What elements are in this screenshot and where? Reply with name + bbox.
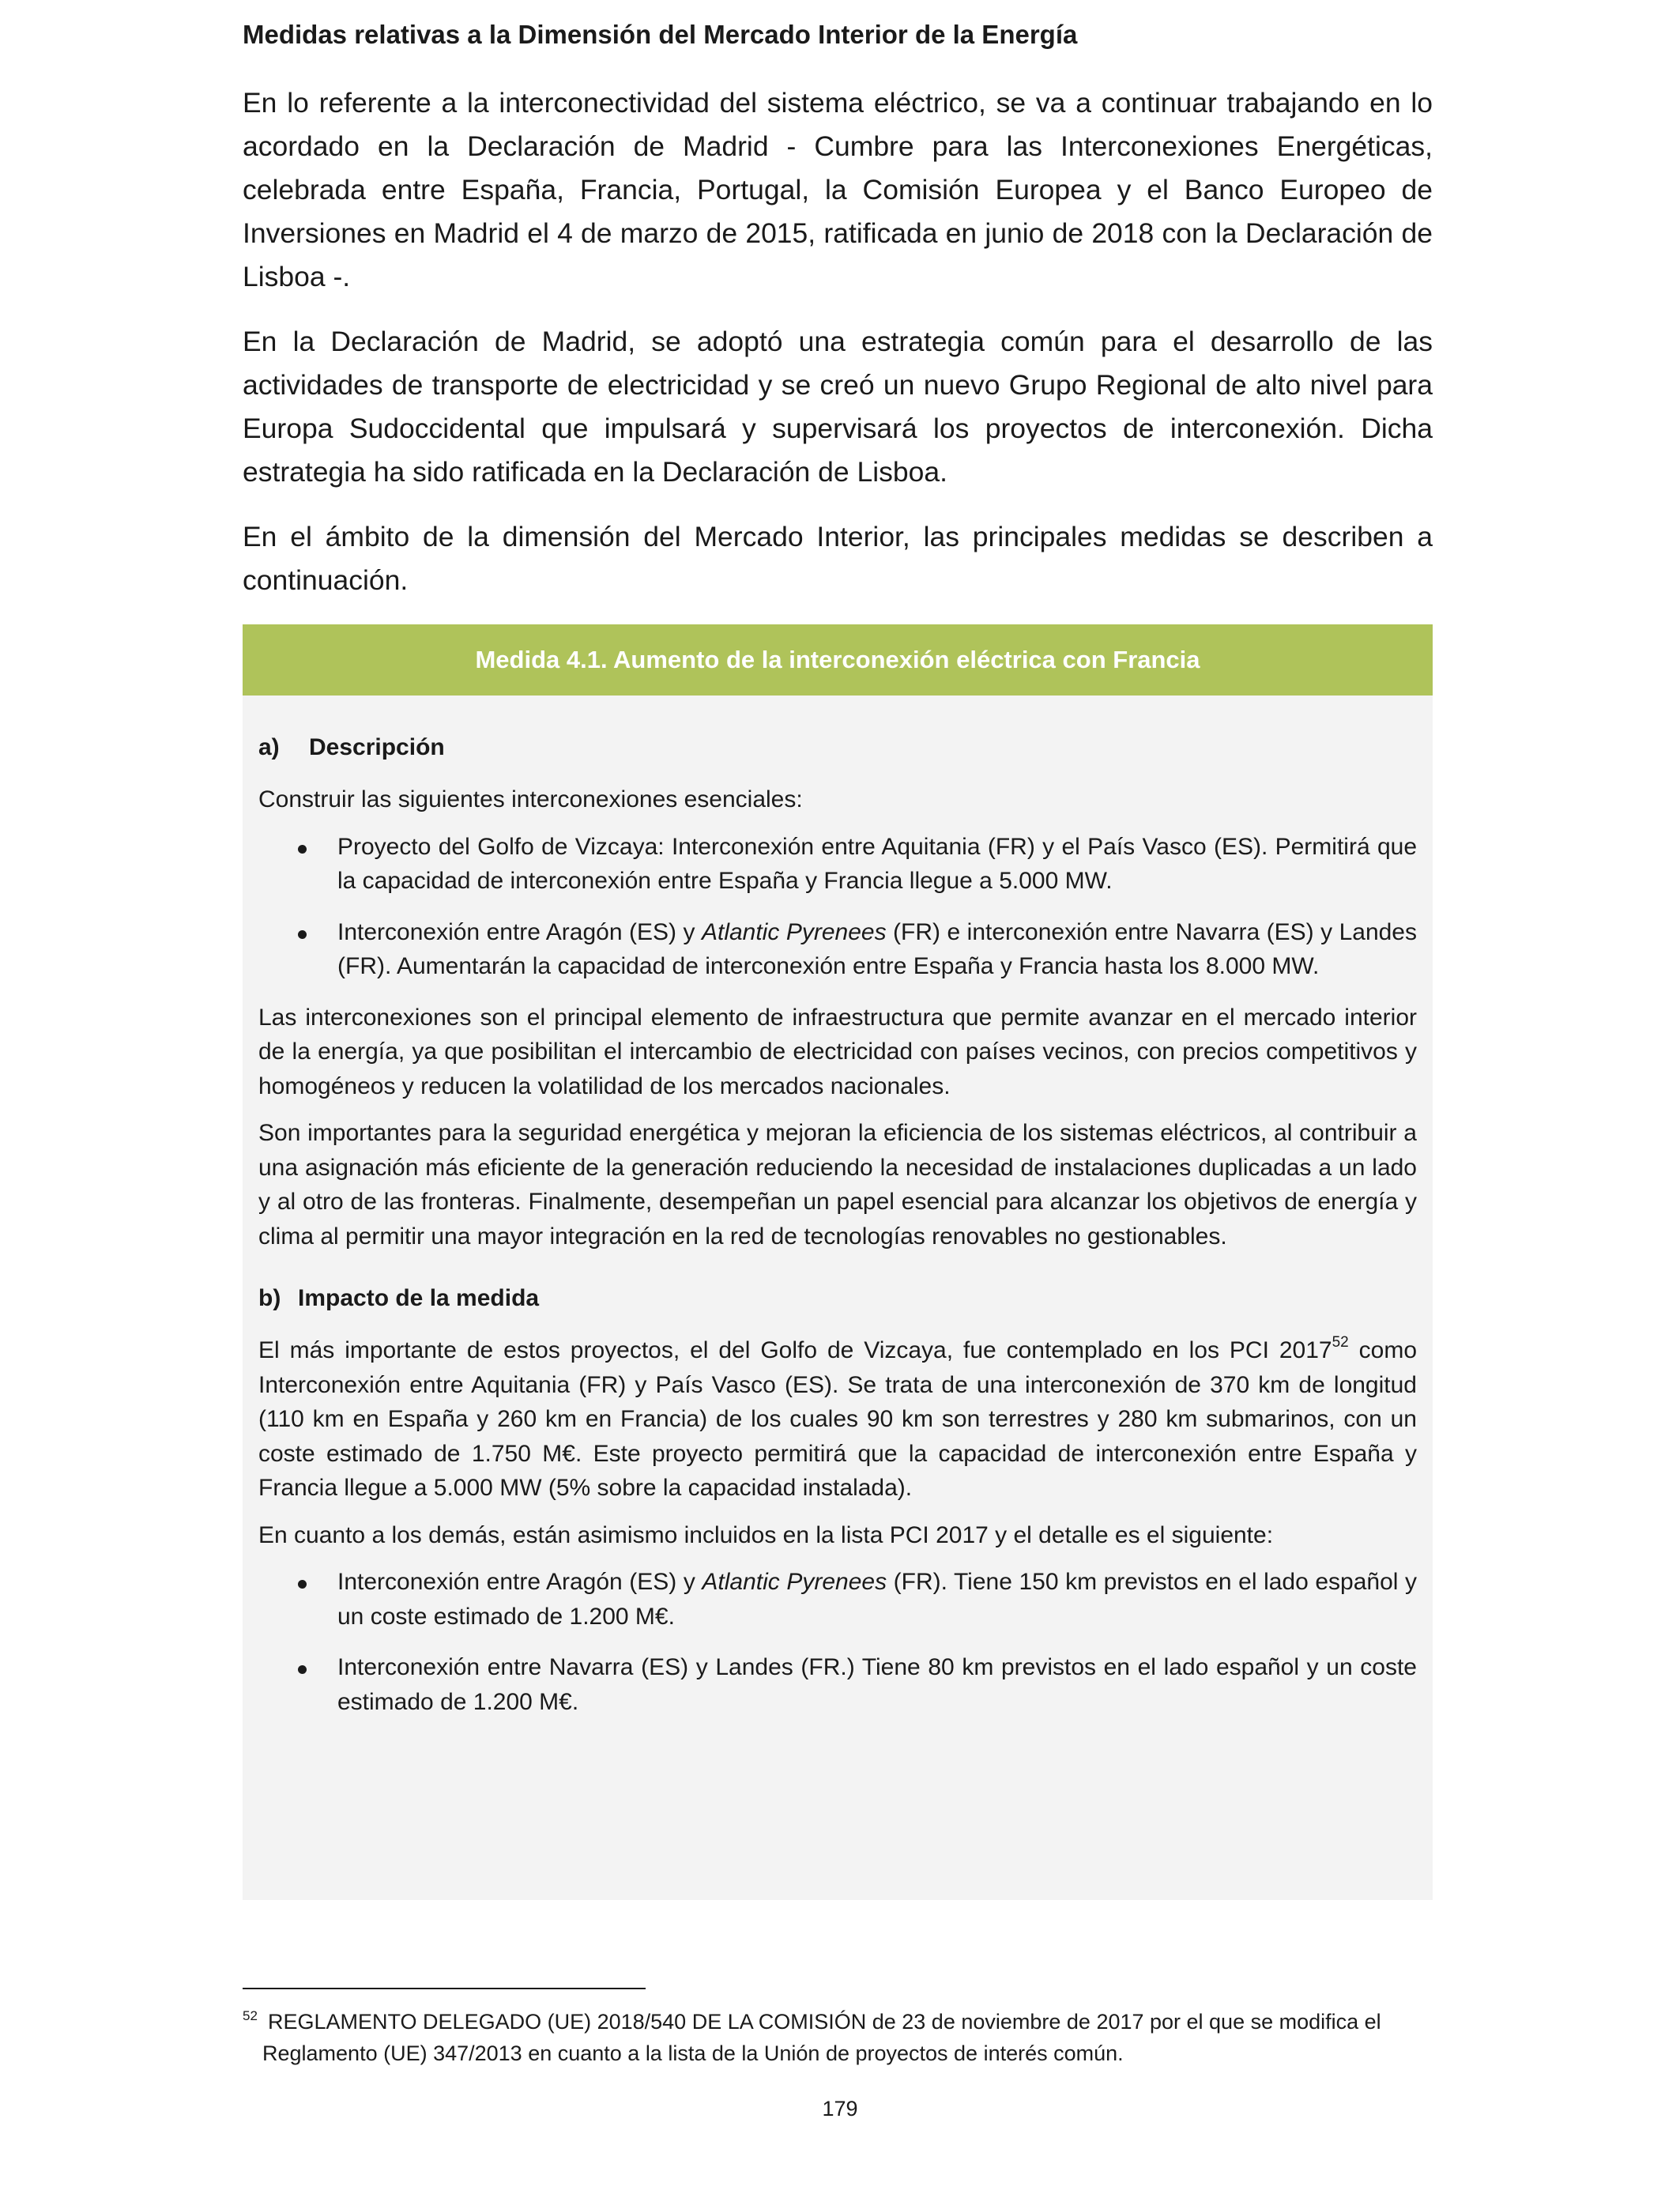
intro-paragraph-3: En el ámbito de la dimensión del Mercado Interior, las principales medidas se describen a continuación.	[243, 521, 1433, 596]
footnote-divider	[243, 1988, 646, 1989]
list-item	[258, 830, 1417, 899]
section-a-paragraph-1: Las interconexiones son el principal elemento de infraestructura que permite avanzar en el mercado interior de la energía, ya que posibilitan el intercambio de electricidad con países vecinos, con precios competitivos y homogéneos y reducen la volatilidad de los mercados nacionales.	[258, 1004, 1417, 1099]
bullet-text-pre: Interconexión entre Aragón (ES) y	[337, 1569, 703, 1595]
bullet-text-italic: Atlantic Pyrenees	[702, 1569, 887, 1595]
measure-box	[243, 624, 1433, 1900]
bullet-text: Proyecto del Golfo de Vizcaya: Interconexión entre Aquitania (FR) y el País Vasco (ES). Permitirá que la capacidad de interconexión entre España y Francia llegue a 5.000 MW.	[337, 833, 1417, 894]
intro-paragraph-2: En la Declaración de Madrid, se adoptó una estrategia común para el desarrollo de las actividades de transporte de electricidad y se creó un nuevo Grupo Regional de alto nivel para Europa Sudoccidental que impulsará y supervisará los proyectos de interconexión. Dicha estrategia ha sido ratificada en la Declaración de Lisboa.	[243, 326, 1433, 488]
measure-title: Medida 4.1. Aumento de la interconexión eléctrica con Francia	[243, 624, 1433, 696]
list-item	[258, 915, 1417, 984]
list-item	[258, 1650, 1417, 1719]
bullet-icon	[298, 930, 307, 939]
bullet-text: Interconexión entre Navarra (ES) y Landes (FR.) Tiene 80 km previstos en el lado español y un coste estimado de 1.200 M€.	[337, 1654, 1417, 1715]
section-b-heading	[258, 1281, 1417, 1315]
footnote-line-1: REGLAMENTO DELEGADO (UE) 2018/540 DE LA COMISIÓN de 23 de noviembre de 2017 por el que se modifica el	[268, 2010, 1381, 2034]
section-b-bullet-list	[258, 1565, 1417, 1719]
bullet-icon	[298, 1580, 307, 1589]
footnote-reference[interactable]: 52	[1332, 1334, 1349, 1351]
section-b-letter: b)	[258, 1285, 281, 1311]
bullet-icon	[298, 845, 307, 854]
footnote: 52 REGLAMENTO DELEGADO (UE) 2018/540 DE LA COMISIÓN de 23 de noviembre de 2017 por el que se modifica el Reglamento (UE) 347/2013 en cuanto a la lista de la Unión de proyectos de interés común.	[243, 2006, 1433, 2069]
bullet-text-pre: Interconexión entre Aragón (ES) y	[337, 918, 702, 945]
bullet-text-post: (FR). Tiene 150 km previstos en el lado español y un coste estimado de 1.200 M€.	[337, 1569, 1417, 1630]
bullet-icon	[298, 1665, 307, 1674]
section-a-bullet-list	[258, 830, 1417, 984]
section-a-title: Descripción	[309, 734, 445, 760]
section-a-heading	[258, 730, 1417, 764]
footnote-line-2: Reglamento (UE) 347/2013 en cuanto a la lista de la Unión de proyectos de interés común.	[262, 2041, 1124, 2065]
list-item	[258, 1565, 1417, 1634]
section-a-paragraph-2: Son importantes para la seguridad energética y mejoran la eficiencia de los sistemas eléctricos, al contribuir a una asignación más eficiente de la generación reduciendo la necesidad de instalaciones duplicadas a un lado y al otro de las fronteras. Finalmente, desempeñan un papel esencial para alcanzar los objetivos de energía y clima al permitir una mayor integración en la red de tecnologías renovables no gestionables.	[258, 1120, 1417, 1250]
bullet-text-italic: Atlantic Pyrenees	[701, 918, 887, 945]
intro-paragraph-1: En lo referente a la interconectividad del sistema eléctrico, se va a continuar trabajando en lo acordado en la Declaración de Madrid - Cumbre para las Interconexiones Energéticas, celebrada entre España, Francia, Portugal, la Comisión Europea y el Banco Europeo de Inversiones en Madrid el 4 de marzo de 2015, ratificada en junio de 2018 con la Declaración de Lisboa -.	[243, 87, 1433, 292]
bullet-text-post: (FR) e interconexión entre Navarra (ES) y Landes (FR). Aumentarán la capacidad de interconexión entre España y Francia hasta los 8.000 MW.	[337, 918, 1417, 979]
section-b-paragraph-1	[258, 1333, 1417, 1506]
intro-text	[243, 81, 1433, 624]
section-a-letter: a)	[258, 734, 280, 760]
page-number: 179	[822, 2097, 858, 2120]
paragraph-text-post: como Interconexión entre Aquitania (FR) y País Vasco (ES). Se trata de una interconexión de 370 km de longitud (110 km en España y 260 km en Francia) de los cuales 90 km son terrestres y 280 km submarinos, con un coste estimado de 1.750 M€. Este proyecto permitirá que la capacidad de interconexión entre España y Francia llegue a 5.000 MW (5% sobre la capacidad instalada).	[258, 1337, 1418, 1501]
section-a-lead: Construir las siguientes interconexiones esenciales:	[258, 786, 803, 812]
section-b-paragraph-2: En cuanto a los demás, están asimismo incluidos en la lista PCI 2017 y el detalle es el siguiente:	[258, 1521, 1274, 1548]
measure-body	[243, 696, 1433, 1719]
section-b-title: Impacto de la medida	[298, 1285, 540, 1311]
section-heading: Medidas relativas a la Dimensión del Mercado Interior de la Energía	[243, 20, 1078, 49]
paragraph-text-pre: El más importante de estos proyectos, el del Golfo de Vizcaya, fue contemplado en los PCI 2017	[258, 1337, 1332, 1363]
